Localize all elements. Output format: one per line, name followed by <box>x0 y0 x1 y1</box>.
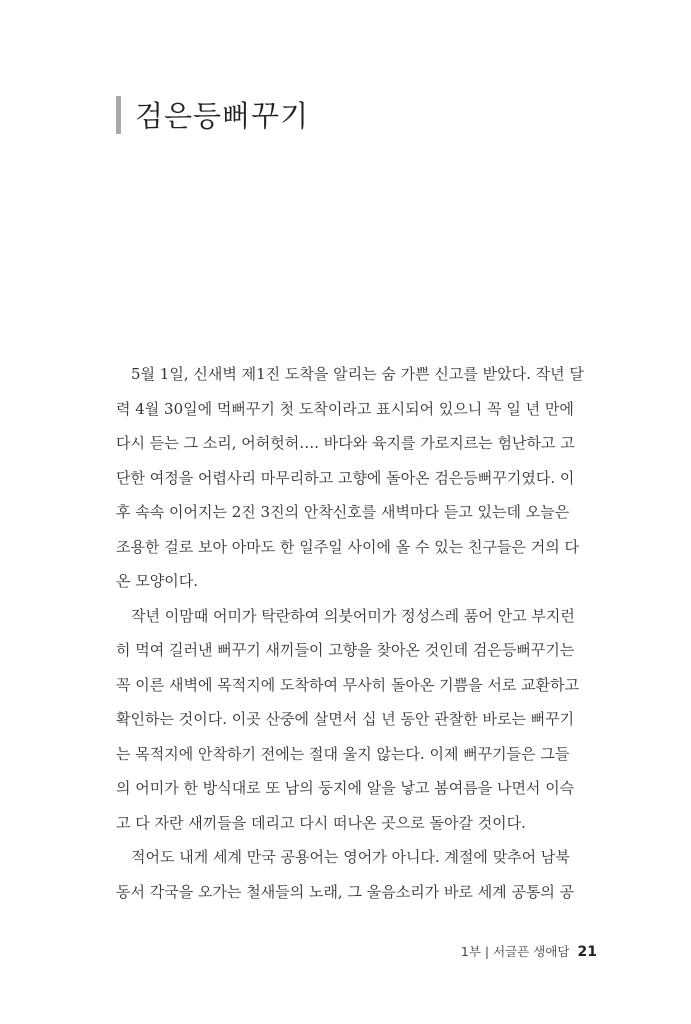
running-footer-section: 1부 | 서글픈 생애담 <box>460 944 570 959</box>
paragraph-line: 작년 이맘때 어미가 탁란하여 의붓어미가 정성스레 품어 안고 부지런 <box>131 606 575 625</box>
title-accent-bar <box>116 96 121 134</box>
paragraph-line: 력 4월 30일에 먹뻐꾸기 첫 도착이라고 표시되어 있으니 꼭 일 년 만에 <box>116 399 574 418</box>
paragraph-line: 의 어미가 한 방식대로 또 남의 둥지에 알을 낳고 봄여름을 나면서 이슥 <box>116 779 575 797</box>
body-text <box>116 357 596 909</box>
paragraph-line: 조용한 걸로 보아 아마도 한 일주일 사이에 올 수 있는 친구들은 거의 다 <box>116 537 579 556</box>
paragraph-line: 꼭 이른 새벽에 목적지에 도착하여 무사히 돌아온 기쁨을 서로 교환하고 <box>116 675 580 694</box>
paragraph-line: 적어도 내게 세계 만국 공용어는 영어가 아니다. 계절에 맞추어 남북 <box>131 848 570 866</box>
paragraph-line: 동서 각국을 오가는 철새들의 노래, 그 울음소리가 바로 세계 공통의 공 <box>116 882 575 901</box>
paragraph-line: 다시 듣는 그 소리, 어허헛허…. 바다와 육지를 가로지르는 험난하고 고 <box>116 434 575 452</box>
paragraph-line: 는 목적지에 안착하기 전에는 절대 울지 않는다. 이제 뻐꾸기들은 그들 <box>116 744 570 763</box>
paragraph-line: 고 다 자란 새끼들을 데리고 다시 떠나온 곳으로 돌아갈 것이다. <box>116 813 526 832</box>
page-footer <box>461 942 597 960</box>
paragraph-line: 확인하는 것이다. 이곳 산중에 살면서 십 년 동안 관찰한 바로는 뻐꾸기 <box>116 710 575 728</box>
paragraph-line: 온 모양이다. <box>116 572 198 590</box>
paragraph-line: 후 속속 이어지는 2진 3진의 안착신호를 새벽마다 듣고 있는데 오늘은 <box>116 503 570 521</box>
chapter-title: 검은등뻐꾸기 <box>135 99 310 133</box>
paragraph-line: 단한 여정을 어렵사리 마무리하고 고향에 돌아온 검은등뻐꾸기였다. 이 <box>116 468 575 487</box>
chapter-title-block <box>116 94 309 135</box>
paragraph-line: 히 먹여 길러낸 뻐꾸기 새끼들이 고향을 찾아온 것인데 검은등뻐꾸기는 <box>116 641 575 659</box>
page-number: 21 <box>577 944 597 960</box>
paragraph-line: 5월 1일, 신새벽 제1진 도착을 알리는 숨 가쁜 신고를 받았다. 작년 달 <box>131 365 584 383</box>
